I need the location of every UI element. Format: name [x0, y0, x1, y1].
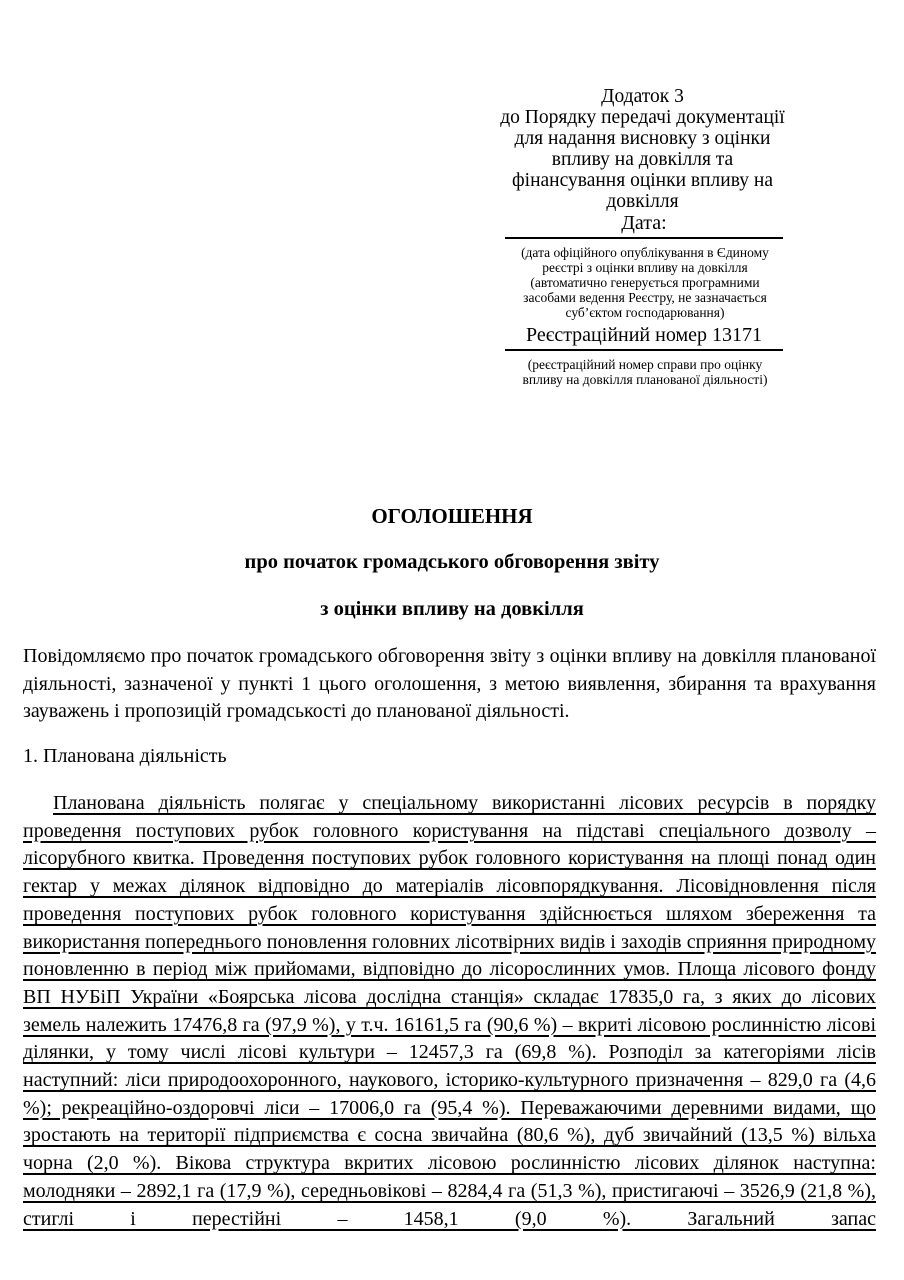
- section-1-body: Планована діяльність полягає у спеціальному використанні лісових ресурсів в порядку проведення поступових рубок головного користування на підставі спеціального дозволу – лісорубного квитка. Проведення поступових рубок головного користування на площі понад один гектар у межах ділянок відповідно до матеріалів лісовпорядкування. Лісовідновлення після проведення поступових рубок головного користування здійснюється шляхом збереження та використання попереднього поновлення головних лісотвірних видів і заходів сприяння природному поновленню в період між прийомами, відповідно до лісорослинних умов. Площа лісового фонду ВП НУБіП України «Боярська лісова дослідна станція» складає 17835,0 га, з яких до лісових земель належить 17476,8 га (97,9 %), у т.ч. 16161,5 га (90,6 %) – вкриті лісовою рослинністю лісові ділянки, у тому числі лісові культури – 12457,3 га (69,8 %). Розподіл за категоріями лісів наступний: ліси природоохоронного, наукового, історико-культурного призначення – 829,0 га (4,6 %); рекреаційно-оздоровчі ліси – 17006,0 га (95,4 %). Переважаючими деревними видами, що зростають на території підприємства є сосна звичайна (80,6 %), дуб звичайний (13,5 %) вільха чорна (2,0 %). Вікова структура вкритих лісовою рослинністю лісових ділянок наступна: молодняки – 2892,1 га (17,9 %), середньовікові – 8284,4 га (51,3 %), пристигаючі – 3526,9 (21,8 %), стиглі і перестійні – 1458,1 (9,0 %). Загальний запас: [23, 792, 876, 1230]
- date-note-line: суб’єктом господарювання): [565, 305, 725, 320]
- date-field: Дата:: [505, 212, 783, 239]
- section-1-heading: 1. Планована діяльність: [23, 745, 227, 767]
- date-note-line: (автоматично генерується програмними: [530, 275, 760, 290]
- announcement-subtitle-1: про початок громадського обговорення звіту: [244, 551, 660, 573]
- registration-note-line: впливу на довкілля планованої діяльності): [522, 372, 768, 387]
- appendix-reference: [480, 86, 805, 212]
- intro-paragraph: Повідомляємо про початок громадського обговорення звіту з оцінки впливу на довкілля планованої діяльності, зазначеної у пункті 1 цього оголошення, з метою виявлення, збирання та врахування зауважень і пропозицій громадськості до планованої діяльності.: [23, 645, 876, 722]
- announcement-title: ОГОЛОШЕННЯ: [371, 504, 533, 528]
- announcement-subtitle-2: з оцінки впливу на довкілля: [320, 598, 584, 620]
- registration-note-line: (реєстраційний номер справи про оцінку: [527, 357, 763, 372]
- registration-note: [512, 357, 778, 387]
- appendix-line: Додаток 3: [601, 86, 684, 107]
- date-note-line: реєстрі з оцінки впливу на довкілля: [542, 260, 748, 275]
- appendix-line: до Порядку передачі документації: [500, 107, 785, 128]
- date-note-line: засобами ведення Реєстру, не зазначається: [523, 290, 767, 305]
- appendix-line: фінансування оцінки впливу на: [512, 170, 773, 191]
- date-note-line: (дата офіційного опублікування в Єдиному: [521, 245, 769, 260]
- appendix-line: впливу на довкілля та: [551, 149, 734, 170]
- appendix-line: для надання висновку з оцінки: [514, 128, 771, 149]
- appendix-line: довкілля: [606, 191, 679, 212]
- date-field-note: [505, 245, 785, 320]
- registration-number: Реєстраційний номер 13171: [505, 324, 783, 351]
